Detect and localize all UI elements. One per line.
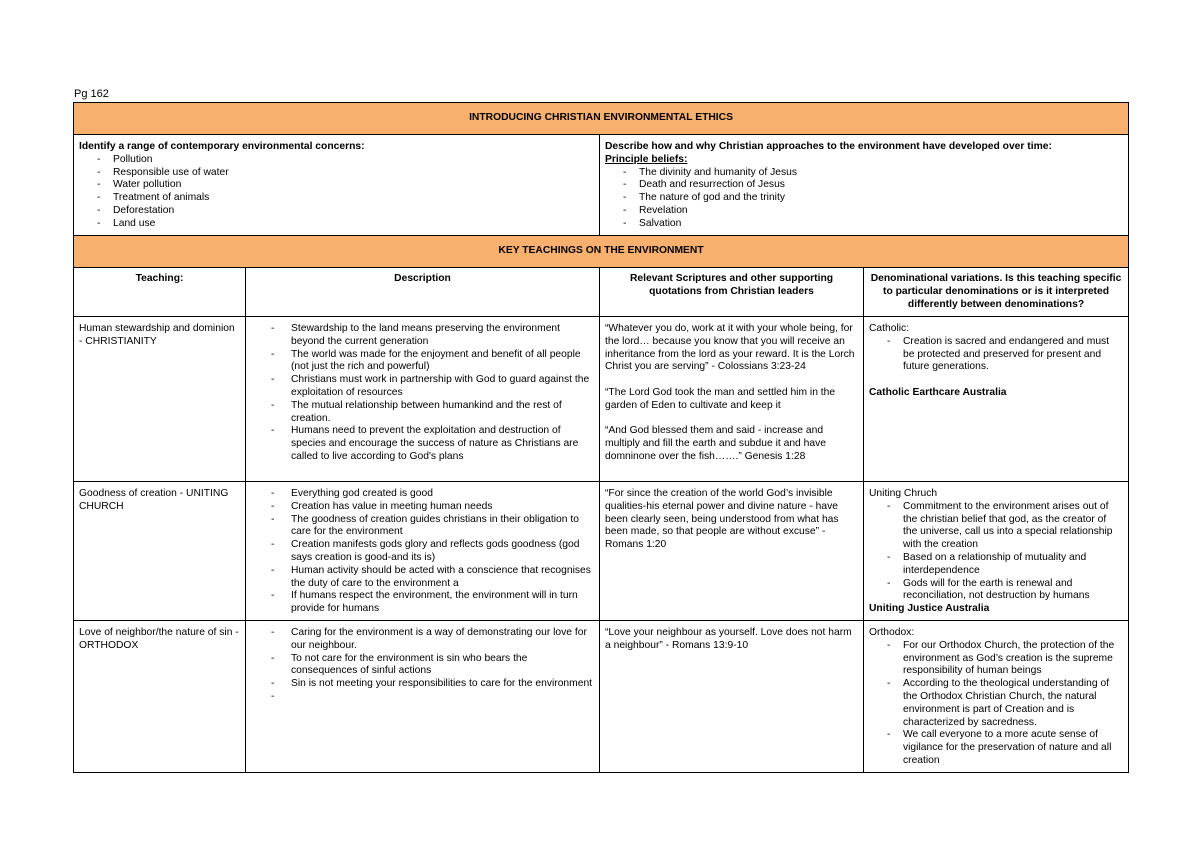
- description-cell: [246, 621, 600, 773]
- concerns-heading: Identify a range of contemporary environmental concerns:: [79, 141, 365, 152]
- list-item: - Everything god created is good: [251, 488, 594, 501]
- denomination-cell: [864, 482, 1129, 621]
- list-item: - Based on a relationship of mutuality and interdependence: [869, 552, 1123, 578]
- list-item: - The divinity and humanity of Jesus: [605, 167, 1123, 180]
- table-row: [74, 621, 1129, 773]
- scripture-quote: “For since the creation of the world God’s invisible qualities-his eternal power and divine nature - have been clearly seen, being understood from what has been made, so that people are without excuse” - Romans 1:20: [605, 488, 839, 551]
- list-item: - If humans respect the environment, the environment will in turn provide for humans: [251, 590, 594, 616]
- description-cell: [246, 482, 600, 621]
- list-item: - The world was made for the enjoyment and benefit of all people (not just the rich and powerful): [251, 349, 594, 375]
- concerns-list: [79, 154, 594, 231]
- column-header-scriptures: Relevant Scriptures and other supporting quotations from Christian leaders: [600, 268, 864, 317]
- list-item: - Land use: [79, 218, 594, 231]
- scripture-quote: “The Lord God took the man and settled him in the garden of Eden to cultivate and keep it: [605, 386, 836, 411]
- list-item: - Gods will for the earth is renewal and reconciliation, not destruction by humans: [869, 578, 1123, 604]
- scripture-cell: [600, 621, 864, 773]
- scripture-quote: “And God blessed them and said - increase and multiply and fill the earth and subdue it and have domninone over the fish…….” Genesis 1:28: [605, 425, 826, 462]
- list-item: - The goodness of creation guides christians in their obligation to care for the environment: [251, 514, 594, 540]
- denomination-list: [869, 501, 1123, 603]
- description-cell: [246, 317, 600, 482]
- teaching-cell: Human stewardship and dominion - CHRISTIANITY: [74, 317, 246, 482]
- list-item: - Water pollution: [79, 179, 594, 192]
- table-row: [74, 317, 1129, 482]
- ethics-table: [73, 102, 1129, 773]
- list-item: - Stewardship to the land means preserving the environment beyond the current generation: [251, 323, 594, 349]
- list-item: - Christians must work in partnership with God to guard against the exploitation of resources: [251, 374, 594, 400]
- list-item: - Humans need to prevent the exploitation and destruction of species and encourage the success of nature as Christians are called to live according to God's plans: [251, 425, 594, 463]
- list-item: - Sin is not meeting your responsibilities to care for the environment: [251, 678, 594, 691]
- denomination-org: Catholic Earthcare Australia: [869, 386, 1007, 398]
- list-item: - Treatment of animals: [79, 192, 594, 205]
- column-header-teaching: Teaching:: [74, 268, 246, 317]
- list-item: - Pollution: [79, 154, 594, 167]
- concerns-cell: [74, 135, 600, 236]
- list-item: - The nature of god and the trinity: [605, 192, 1123, 205]
- denomination-list: [869, 336, 1123, 374]
- list-item: - We call everyone to a more acute sense of vigilance for the preservation of nature and all creation: [869, 729, 1123, 767]
- list-item: - Human activity should be acted with a conscience that recognises the duty of care to the environment a: [251, 565, 594, 591]
- scripture-cell: [600, 317, 864, 482]
- list-item: - Creation manifests gods glory and reflects gods goodness (god says creation is good-and its is): [251, 539, 594, 565]
- column-header-description: Description: [246, 268, 600, 317]
- list-item: - For our Orthodox Church, the protection of the environment as God’s creation is the supreme responsibility of human beings: [869, 640, 1123, 678]
- principle-beliefs-heading: Principle beliefs:: [605, 153, 688, 165]
- scripture-quote: “Whatever you do, work at it with your whole being, for the lord… because you know that you will receive an inheritance from the lord as your reward. It is the Lorch Christ you are serving” - Colossians 3:23-24: [605, 323, 855, 373]
- description-list: [251, 627, 594, 691]
- teaching-cell: Love of neighbor/the nature of sin - ORTHODOX: [74, 621, 246, 773]
- column-header-denominations: Denominational variations. Is this teaching specific to particular denominations or is it interpreted differently between denominations?: [864, 268, 1129, 317]
- teaching-cell: Goodness of creation - UNITING CHURCH: [74, 482, 246, 621]
- list-item: - Creation is sacred and endangered and must be protected and preserved for present and future generations.: [869, 336, 1123, 374]
- approaches-cell: [600, 135, 1129, 236]
- list-item: - Creation has value in meeting human needs: [251, 501, 594, 514]
- denomination-name: Catholic:: [869, 323, 910, 334]
- section2-title: KEY TEACHINGS ON THE ENVIRONMENT: [74, 236, 1129, 268]
- description-list: [251, 488, 594, 616]
- list-item: - To not care for the environment is sin who bears the consequences of sinful actions: [251, 653, 594, 679]
- list-item: - Salvation: [605, 218, 1123, 231]
- denomination-org: Uniting Justice Australia: [869, 603, 990, 615]
- list-item: - Commitment to the environment arises out of the christian belief that god, as the creator of the universe, call us into a special relationship with the creation: [869, 501, 1123, 552]
- spacer: [869, 374, 1123, 387]
- list-item: - The mutual relationship between humankind and the rest of creation.: [251, 400, 594, 426]
- scripture-cell: [600, 482, 864, 621]
- page-number: Pg 162: [74, 88, 109, 100]
- section1-title: INTRODUCING CHRISTIAN ENVIRONMENTAL ETHICS: [74, 103, 1129, 135]
- list-item: - Revelation: [605, 205, 1123, 218]
- description-list: [251, 323, 594, 464]
- denomination-list: [869, 640, 1123, 768]
- list-item: - Caring for the environment is a way of demonstrating our love for our neighbour.: [251, 627, 594, 653]
- list-item: - Responsible use of water: [79, 167, 594, 180]
- scripture-quote: “Love your neighbour as yourself. Love does not harm a neighbour” - Romans 13:9-10: [605, 627, 852, 651]
- beliefs-list: [605, 167, 1123, 231]
- list-item: - According to the theological understanding of the Orthodox Christian Church, the natural environment is part of Creation and is characterized by sacredness.: [869, 678, 1123, 729]
- approaches-heading: Describe how and why Christian approaches to the environment have developed over time:: [605, 141, 1052, 152]
- denomination-name: Uniting Chruch: [869, 488, 938, 499]
- list-item: - Death and resurrection of Jesus: [605, 179, 1123, 192]
- table-row: [74, 482, 1129, 621]
- denomination-cell: [864, 621, 1129, 773]
- denomination-name: Orthodox:: [869, 627, 915, 638]
- list-item: - Deforestation: [79, 205, 594, 218]
- denomination-cell: [864, 317, 1129, 482]
